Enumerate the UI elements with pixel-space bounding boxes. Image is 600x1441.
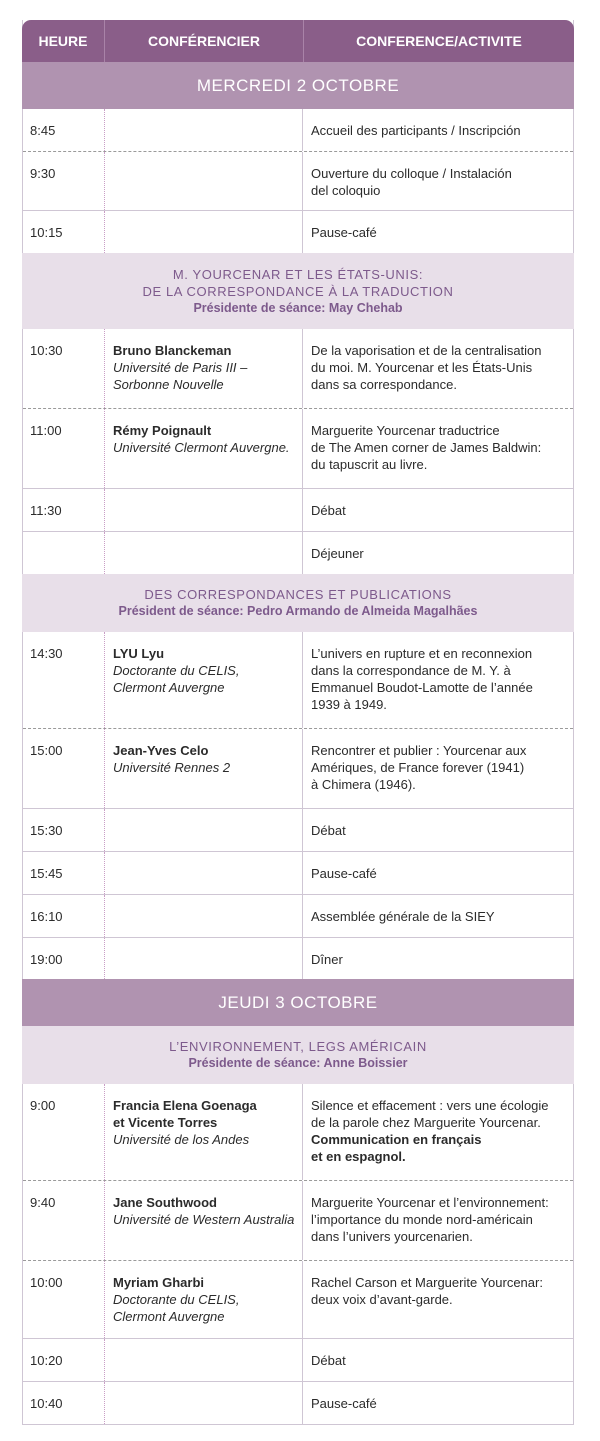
speaker-affiliation: Clermont Auvergne [113,680,225,695]
speaker-name: Bruno Blanckeman [113,343,232,358]
speaker-cell [105,409,303,488]
header-conference: CONFERENCE/ACTIVITE [356,33,522,49]
activity-line: de The Amen corner de James Baldwin: [311,440,542,455]
activity-cell: Dîner [311,952,343,967]
activity-line: Amériques, de France forever (1941) [311,760,525,775]
time-cell: 8:45 [23,109,105,151]
activity-line: du tapuscrit au livre. [311,457,428,472]
activity-line: Marguerite Yourcenar traductrice [311,423,500,438]
table-row [23,210,573,253]
speaker-affiliation: Université de Western Australia [113,1212,295,1227]
table-row [23,894,573,937]
activity-cell [303,409,573,488]
table-row [23,1338,573,1381]
activity-cell [303,632,573,728]
time-cell: 11:30 [23,489,105,531]
speaker-affiliation: Université Rennes 2 [113,760,231,775]
activity-cell: Accueil des participants / Inscripción [311,123,521,138]
table-row [23,1260,573,1338]
time-cell: 15:00 [23,729,105,808]
activity-line: Rencontrer et publier : Yourcenar aux [311,743,527,758]
time-cell: 9:30 [23,152,105,210]
time-cell: 9:40 [23,1181,105,1260]
activity-cell: Assemblée générale de la SIEY [311,909,495,924]
speaker-name: Rémy Poignault [113,423,212,438]
activity-line: dans sa correspondance. [311,377,457,392]
session-header [22,253,574,329]
activity-line: Marguerite Yourcenar et l’environnement: [311,1195,549,1210]
time-cell: 10:00 [23,1261,105,1338]
table-row [23,1084,573,1180]
speaker-name: Jean-Yves Celo [113,743,209,758]
time-cell: 10:20 [23,1339,105,1381]
speaker-affiliation: Université de Paris III – [113,360,248,375]
session-header [22,574,574,632]
session-title-line: DE LA CORRESPONDANCE À LA TRADUCTION [142,283,454,299]
speaker-name: Myriam Gharbi [113,1275,205,1290]
table-row [23,851,573,894]
table-row [23,728,573,808]
speaker-cell [105,1261,303,1338]
time-cell [23,532,105,574]
session-header [22,1026,574,1084]
activity-cell [303,729,573,808]
speaker-name: Jane Southwood [113,1195,217,1210]
activity-line: l’importance du monde nord-américain [311,1212,533,1227]
speaker-name: Francia Elena Goenaga [113,1098,257,1113]
activity-cell: Débat [311,503,346,518]
activity-line: dans la correspondance de M. Y. à [311,663,511,678]
speaker-cell [105,1084,303,1180]
activity-cell [303,1084,573,1180]
speaker-cell [105,211,303,253]
session-title-line: DES CORRESPONDANCES ET PUBLICATIONS [144,587,452,602]
activity-line: du moi. M. Yourcenar et les États-Unis [311,360,533,375]
activity-cell [303,1181,573,1260]
time-cell: 11:00 [23,409,105,488]
activity-cell: Pause-café [311,1396,377,1411]
table-row [23,151,573,210]
table-row [23,329,573,408]
speaker-affiliation: Université Clermont Auvergne. [113,440,290,455]
activity-line: De la vaporisation et de la centralisation [311,343,542,358]
activity-line: 1939 à 1949. [311,697,387,712]
speaker-cell [105,489,303,531]
time-cell: 19:00 [23,938,105,979]
activity-line: deux voix d’avant-garde. [311,1292,453,1307]
activity-cell: Pause-café [311,225,377,240]
speaker-affiliation: Doctorante du CELIS, [113,1292,240,1307]
time-cell: 10:40 [23,1382,105,1424]
table-row [23,531,573,574]
table-row [23,488,573,531]
session-title-line: L’ENVIRONNEMENT, LEGS AMÉRICAIN [169,1039,427,1054]
table-row [23,109,573,151]
time-cell: 10:30 [23,329,105,408]
activity-cell: Débat [311,1353,346,1368]
table-row [23,632,573,728]
speaker-cell [105,632,303,728]
table-row [23,1381,573,1425]
time-cell: 15:45 [23,852,105,894]
activity-note: Communication en français [311,1132,482,1147]
activity-line: Silence et effacement : vers une écologie [311,1098,549,1113]
session-president: Présidente de séance: May Chehab [193,300,403,315]
time-cell: 9:00 [23,1084,105,1180]
speaker-cell [105,938,303,979]
speaker-name: LYU Lyu [113,646,165,661]
activity-line: de la parole chez Marguerite Yourcenar. [311,1115,541,1130]
time-cell: 14:30 [23,632,105,728]
speaker-cell [105,809,303,851]
activity-cell [303,1261,573,1338]
activity-line: L’univers en rupture et en reconnexion [311,646,533,661]
speaker-cell [105,1181,303,1260]
speaker-cell [105,1382,303,1424]
activity-line: à Chimera (1946). [311,777,416,792]
speaker-name: et Vicente Torres [113,1115,218,1130]
activity-line: dans l’univers yourcenarien. [311,1229,473,1244]
speaker-cell [105,532,303,574]
table-row [23,808,573,851]
session-title-line: M. YOURCENAR ET LES ÉTATS-UNIS: [172,266,424,282]
table-row [23,408,573,488]
speaker-affiliation: Sorbonne Nouvelle [113,377,224,392]
time-cell: 15:30 [23,809,105,851]
speaker-cell [105,329,303,408]
program-table [22,20,574,1425]
activity-line: Rachel Carson et Marguerite Yourcenar: [311,1275,543,1290]
speaker-cell [105,109,303,151]
header-conferencier: CONFÉRENCIER [105,20,304,62]
table-row [23,937,573,979]
time-cell: 16:10 [23,895,105,937]
speaker-cell [105,729,303,808]
activity-cell: Débat [311,823,346,838]
day-banner-mercredi: MERCREDI 2 OCTOBRE [22,62,574,109]
speaker-cell [105,152,303,210]
activity-note: et en espagnol. [311,1149,406,1164]
header-heure: HEURE [22,20,105,62]
speaker-affiliation: Doctorante du CELIS, [113,663,240,678]
activity-cell: Déjeuner [311,546,364,561]
activity-line: Emmanuel Boudot-Lamotte de l’année [311,680,533,695]
speaker-affiliation: Clermont Auvergne [113,1309,225,1324]
activity-cell: Pause-café [311,866,377,881]
activity-cell [303,152,573,210]
session-president: Président de séance: Pedro Armando de Almeida Magalhães [118,604,478,618]
speaker-cell [105,895,303,937]
table-header [22,20,574,62]
time-cell: 10:15 [23,211,105,253]
speaker-affiliation: Université de los Andes [113,1132,250,1147]
activity-cell [303,329,573,408]
session-president: Présidente de séance: Anne Boissier [188,1056,408,1070]
activity-line: Ouverture du colloque / Instalación [311,166,512,181]
speaker-cell [105,1339,303,1381]
activity-line: del coloquio [311,183,381,198]
day-banner-jeudi: JEUDI 3 OCTOBRE [22,979,574,1026]
speaker-cell [105,852,303,894]
table-row [23,1180,573,1260]
